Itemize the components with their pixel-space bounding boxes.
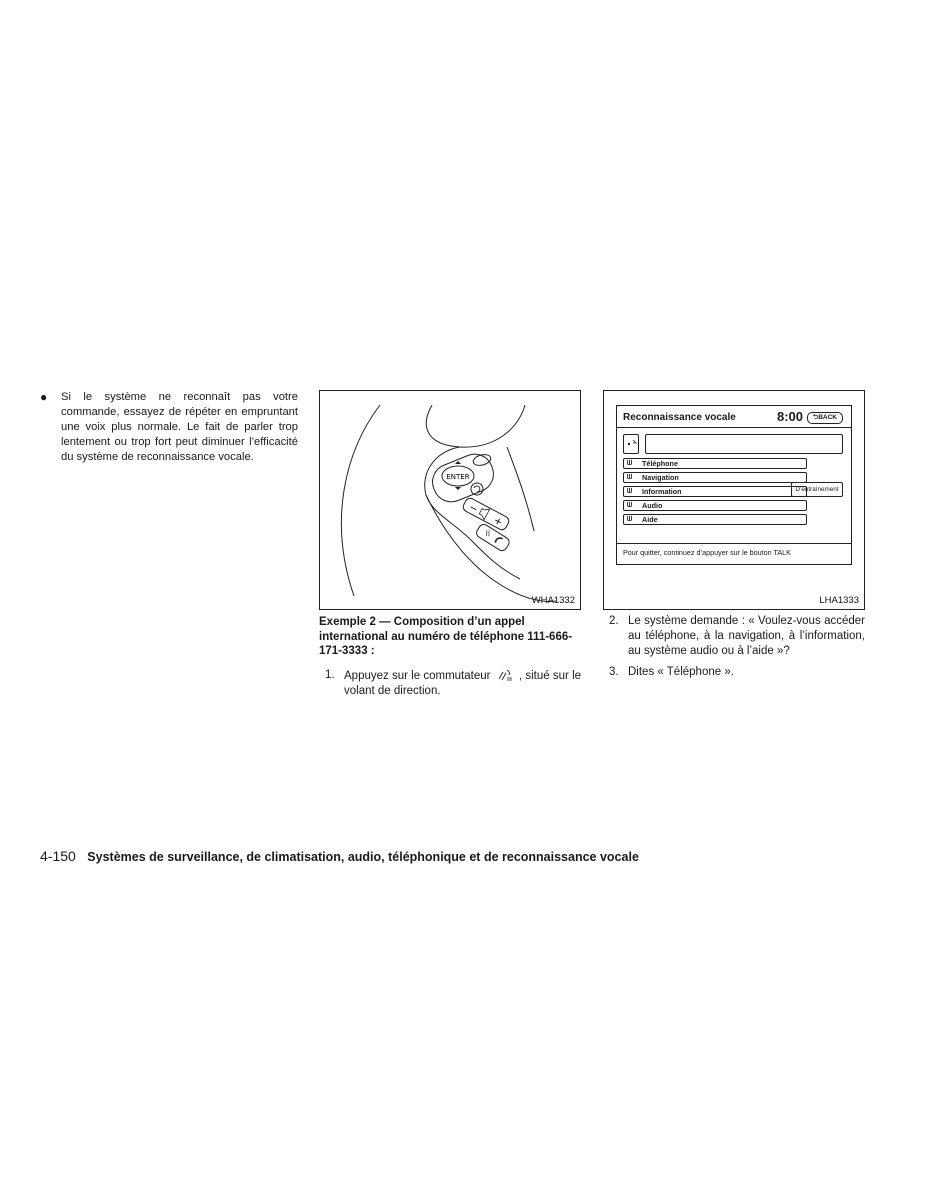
- step-number: 1.: [325, 669, 335, 681]
- step-number: 3.: [609, 666, 619, 678]
- voice-command-icon: ᗯ: [627, 516, 633, 523]
- up-arrow-icon: [455, 461, 461, 464]
- bullet-icon: ●: [40, 390, 48, 404]
- step-text: [344, 668, 581, 699]
- title-divider: [617, 427, 851, 428]
- menu-button: [472, 453, 492, 467]
- menu-item-information[interactable]: [623, 486, 807, 497]
- recognized-text-field: [645, 434, 843, 454]
- menu-item-navigation[interactable]: [623, 472, 807, 483]
- menu-item-label: Information: [642, 487, 682, 496]
- figure-code: WHA1332: [531, 595, 575, 606]
- menu-item-label: Audio: [642, 501, 663, 510]
- screen-title: Reconnaissance vocale: [623, 412, 736, 423]
- training-button[interactable]: D’entraînement: [791, 482, 843, 497]
- down-arrow-icon: [455, 487, 461, 490]
- step-2: [609, 614, 865, 659]
- bullet-paragraph: [40, 390, 298, 465]
- step-text: Le système demande : « Voulez-vous accéder au téléphone, à la navigation, à l’information, au système audio ou à l’aide »?: [628, 615, 865, 657]
- screen-time: 8:00: [777, 409, 804, 424]
- speaking-face-icon: [623, 434, 639, 454]
- screen-footer-text: Pour quitter, continuez d’appuyer sur le bouton TALK: [623, 548, 791, 557]
- back-label: BACK: [818, 414, 837, 421]
- voice-command-icon: ᗯ: [627, 488, 633, 495]
- volume-minus: −: [466, 502, 480, 516]
- voice-command-icon: ᗯ: [627, 460, 633, 467]
- talk-icon: [484, 529, 491, 537]
- enter-label: ENTER: [446, 473, 470, 481]
- menu-item-label: Téléphone: [642, 459, 678, 468]
- volume-switch: [462, 497, 511, 532]
- step-text-before: Appuyez sur le commutateur: [344, 670, 491, 682]
- talk-switch-icon: [494, 668, 516, 682]
- menu-item-help[interactable]: [623, 514, 807, 525]
- step-text: Dites « Téléphone ».: [628, 666, 734, 678]
- phone-icon: [495, 536, 503, 544]
- figure-voice-screen: [603, 390, 865, 610]
- bullet-text: Si le système ne reconnaît pas votre commande, essayez de répéter en empruntant une voix plus normale. Le fait de parler trop lentement ou trop fort peut diminuer l’efficacité du système de reconnaissance vocale.: [61, 391, 298, 463]
- step-number: 2.: [609, 615, 619, 627]
- footer-divider: [617, 543, 851, 544]
- back-button[interactable]: [807, 412, 843, 424]
- voice-command-icon: ᗯ: [627, 502, 633, 509]
- speaker-icon: [478, 506, 490, 520]
- voice-recognition-screen: [616, 405, 852, 565]
- menu-item-telephone[interactable]: [623, 458, 807, 469]
- step-1: [325, 668, 581, 699]
- menu-item-label: Aide: [642, 515, 658, 524]
- example-caption: Exemple 2 — Composition d’un appel international au numéro de téléphone 111-666-171-3333 :: [319, 616, 573, 657]
- section-title: Systèmes de surveillance, de climatisation, audio, téléphonique et de reconnaissance vocale: [87, 850, 639, 864]
- page-footer: [40, 848, 639, 864]
- page-number: 4-150: [40, 848, 76, 864]
- menu-item-label: Navigation: [642, 473, 679, 482]
- phone-talk-switch: [475, 523, 511, 553]
- step-3: [609, 665, 865, 680]
- menu-item-audio[interactable]: [623, 500, 807, 511]
- step-text-after: , situé sur le volant de direction.: [344, 670, 582, 697]
- figure-code: LHA1333: [819, 595, 859, 606]
- voice-command-icon: ᗯ: [627, 474, 633, 481]
- back-icon: ⮌: [813, 414, 819, 421]
- steering-wheel-illustration: [320, 391, 580, 609]
- volume-plus: +: [491, 515, 505, 529]
- figure-steering-wheel: [319, 390, 581, 610]
